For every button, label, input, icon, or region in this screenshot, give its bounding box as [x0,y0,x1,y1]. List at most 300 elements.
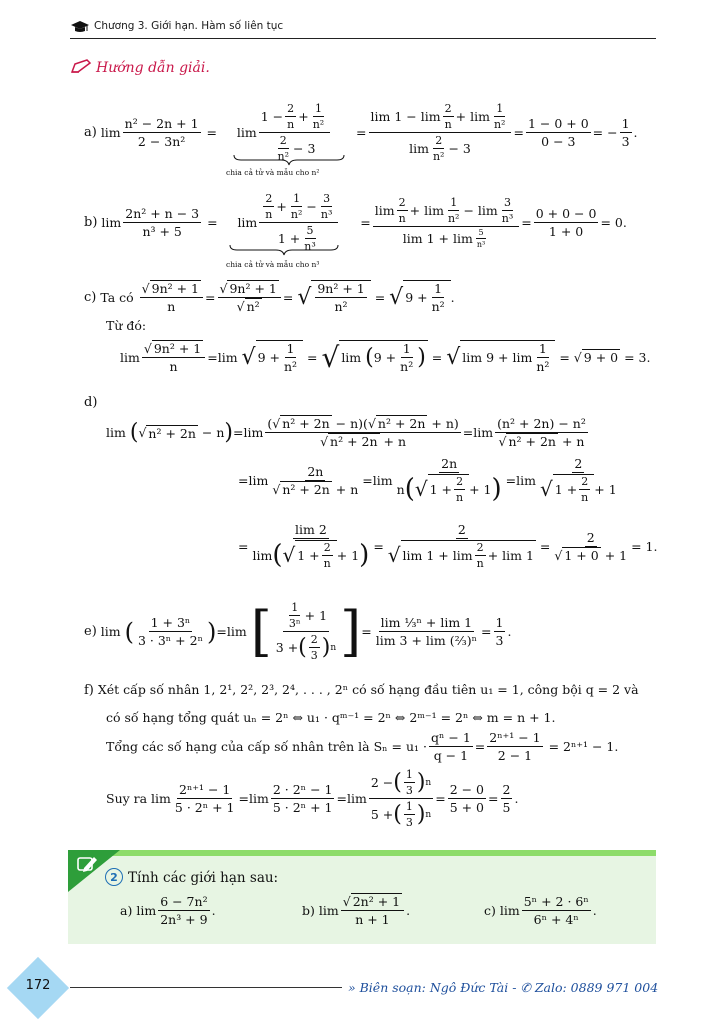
d: n² [536,359,550,374]
den: √ 1 + 0 + 1 [554,547,628,563]
t: 9 + [257,350,280,365]
f [475,541,486,570]
f [263,192,274,221]
num: 2n² + n − 3 [125,206,200,221]
solution-a: a) lim $\frac{\text{n² − 2n + 1}}{\text{2 − 3n²}}$ = lim 1 − $\frac{2}{n}$ + $\frac{1}{\text{n²}}$ $\frac{2}{\text{n²}}$ − 3 = lim 1 − lim $\frac{2}{n}$ + lim $\frac{1}{\text{n²}}$ lim $\frac{2}{\text{n²}}$ − 3 = $\frac{1 - 0 + 0}{0 - 3}$ = − $\frac{1}{3}$ . [84,102,638,163]
num [259,102,330,133]
num: 2 [574,456,583,471]
t: lim [473,425,494,440]
solution-f-line2: có số hạng tổng quát uₙ = 2ⁿ ⇔ u₁ · qᵐ⁻¹ = 2ⁿ ⇔ 2ᵐ⁻¹ = 2ⁿ ⇔ m = n + 1. [106,710,556,725]
paren: ( [404,474,415,504]
t: + lim [409,203,444,218]
bracket: ] [340,600,362,663]
d: n² [447,212,460,225]
label-a: a) [84,125,97,140]
num: n² − 2n + 1 [124,116,199,131]
n: 2 [444,102,452,115]
f [501,782,513,815]
sq [256,340,303,374]
chapter-title: Chương 3. Giới hạn. Hàm số liên tục [94,20,284,32]
f [500,196,516,225]
f [265,416,460,449]
paren: ) [321,635,331,660]
n: 1 + 3ⁿ [150,615,191,630]
d: n [287,118,295,131]
den: √ n² + 2n + n [320,434,407,449]
t: + lim [455,109,490,124]
paren: ( [365,345,374,370]
t: + 1 [594,481,617,497]
n: 9n² + 1 [317,281,365,296]
d: n³ [304,240,316,253]
f [173,782,237,815]
d: n² [290,208,303,221]
frac-b-step2 [373,196,520,249]
sqrt: √ [387,543,401,567]
n: 1 [450,196,458,209]
exercise-title: Tính các giới hạn sau: [128,870,279,886]
paren: ( [393,802,402,827]
f [446,196,462,225]
paren: ) [224,420,233,445]
d: n + 1 [355,912,390,927]
n: 2 [310,633,318,646]
d: 6ⁿ + 4ⁿ [533,912,579,927]
t: + n [561,434,585,449]
solution-f-line3: Tổng các số hạng của cấp số nhân trên là Sₙ = u₁ · $\frac{\text{qⁿ − 1}}{q - 1}$ = $\frac{\text{2ⁿ⁺¹ − 1}}{2 - 1}$ = 2ⁿ⁺¹ − 1. [106,730,619,763]
n: 2 [279,134,287,147]
t: − lim [463,203,498,218]
t: + n [335,481,359,497]
num: 2n [441,456,458,471]
underbrace-b [229,244,339,256]
f [289,192,305,221]
d: 3 [405,816,413,829]
den [274,632,338,662]
tu-do: Từ đó: [106,318,147,333]
n: 2 [435,134,443,147]
d: n³ [501,212,514,225]
t: lim 1 + lim [402,548,473,563]
solution-d-line2: = lim $\frac{2n}{\text{√ n² + 2n + n}}$ = lim 2n n ( √ 1 + $\frac{2}{n}$ + 1 ) = lim 2 √ 1 + $\frac{2}{n}$ + 1 [238,456,617,504]
den [250,539,371,570]
d: 5 + 0 [449,800,485,815]
d: n² [400,359,414,374]
t: 5 + [370,807,394,822]
t: lim 1 − lim [370,109,441,124]
f [495,416,588,449]
sqrt: √ [282,543,296,567]
paren: ( [124,617,134,646]
t: 1 + [297,548,320,563]
t: + [276,199,287,214]
d: n [581,491,589,504]
num: √ 9n² + 1 [218,281,281,298]
t: ( [267,416,273,431]
t: + lim 1 [487,548,534,563]
den [401,227,491,249]
t: lim [243,425,264,440]
f [319,192,335,221]
f [538,456,619,504]
f [404,800,415,829]
t: Tổng các số hạng của cấp số nhân trên là Sₙ = u₁ · [106,739,427,754]
n: 2ⁿ⁺¹ − 1 [489,730,541,745]
sqrt: √ [241,344,256,370]
t: 2 − [370,775,394,790]
f [522,894,591,927]
den: n³ + 5 [142,224,182,239]
bracket: [ [250,600,272,663]
solution-d-line3: = lim 2 lim ( √ 1 + $\frac{2}{n}$ + 1 ) = 2 √ lim 1 + lim $\frac{2}{n}$ + lim 1 = $\frac{2}{√ 1 + 0 + 1}$ = 1. [238,522,658,570]
d: n² [334,299,348,314]
lim-text: lim [100,125,121,140]
sq: 9 + 0 [583,350,619,365]
n: 2 [265,192,273,205]
n: lim ⅓ⁿ + lim 1 [380,615,473,630]
t: − [306,199,317,214]
lim-text: lim [236,125,257,140]
sq [311,280,370,314]
d: n² [431,299,445,314]
t: + n [383,434,407,449]
d: lim 3 + lim (⅔)ⁿ [375,633,478,648]
t: Xét cấp số nhân 1, 2¹, 2², 2³, 2⁴, . . . , 2ⁿ có số hạng đầu tiên u₁ = 1, công bội q = 2 và [97,682,639,697]
sq: 2n² + 1 [352,894,401,909]
num: 1 − 0 + 0 [527,116,589,131]
paren: ( [393,770,402,795]
sq: 9n² + 1 [229,280,277,296]
lim-text: lim [101,215,122,230]
num: √ 9n² + 1 [140,281,203,298]
exp: n [330,642,337,653]
n: 1 [405,800,413,813]
t: 1 − [260,109,284,124]
f [475,228,487,249]
t: + [298,109,309,124]
n: 1 [402,341,411,356]
sqrt: √ [540,477,553,501]
f [285,102,296,131]
f [250,522,371,570]
den: √ n² + 2n + n [498,434,585,449]
num: 2n [307,463,324,479]
n: 5ⁿ + 2 · 6ⁿ [523,894,589,909]
f [374,615,479,648]
n: 1 [405,768,413,781]
sq [428,474,470,504]
num [369,768,433,799]
sq: 9n² + 1 [153,340,202,356]
t: + 1 [336,547,360,563]
sq [553,474,595,504]
num: √ 9n² + 1 [142,341,205,358]
result: = 1. [631,538,658,554]
f [341,894,404,927]
n: 6 − 7n² [160,894,208,909]
num [259,192,338,223]
num [369,102,512,133]
n: √ 2n² + 1 [341,894,404,911]
solution-f-line4: Suy ra lim $\frac{\text{2ⁿ⁺¹ − 1}}{\text{5 · 2ⁿ + 1}}$ = lim $\frac{\text{2 · 2ⁿ − 1}}{\text{5 · 2ⁿ + 1}}$ = lim 2 − ( $\frac{1}{3}$ ) n 5 + ( $\frac{1}{3}$ ) n = $\frac{2 - 0}{5 + 0}$ = $\frac{2}{5}$ . [106,768,519,829]
frac-a-orig [123,116,201,149]
num: 0 + 0 − 0 [535,206,597,221]
f [454,475,465,504]
t: lim [217,349,238,365]
t: 9 + [373,350,397,365]
n: 1 [496,102,504,115]
n: 1 [286,341,295,356]
solution-d-line1: lim ( √ n² + 2n − n ) = lim $\frac{\text{(√ n² + 2n − n)(√ n² + 2n + n)}}{\text{√ n² + 2n + n}}$ = lim $\frac{\text{(n² + 2n) − n²}}{\text{√ n² + 2n + n}}$ [106,416,586,449]
d: 5 · 2ⁿ + 1 [272,800,333,815]
exercise-item-a: a) lim $\frac{\text{6 − 7n²}}{\text{2n³ + 9}}$ . [120,894,216,927]
n: 1 [538,341,547,356]
f [398,341,415,374]
page-number: 172 [25,978,51,993]
t: − n [201,425,225,440]
sq: n² + 2n [148,425,196,441]
paren: ( [298,635,307,660]
t: c) [484,903,496,918]
n: 2 [287,102,295,115]
t: − 3 [448,141,471,156]
exercise-number-badge: 2 [105,868,123,886]
n: 1 [293,192,301,205]
d: n² [283,359,298,374]
t: + 1 [469,481,492,497]
den: 2 − 3n² [137,134,186,149]
frac-b-orig [123,206,201,239]
den [407,133,473,163]
n: 1 [314,102,322,115]
paren: ) [416,802,426,827]
f [443,102,454,131]
den: 0 − 3 [541,134,576,149]
num: (n² + 2n) − n² [497,416,586,431]
result: = 3. [624,349,651,365]
result: = 0. [600,215,627,230]
t: lim [374,203,395,218]
d: n³ [320,208,333,221]
sq [460,340,555,374]
n: 2 [502,782,511,797]
f [287,601,303,630]
solution-e: e) lim ( $\frac{\text{1 + 3ⁿ}}{\text{3 · 3ⁿ + 2ⁿ}}$ ) = lim [ $\frac{1}{\text{3ⁿ}}$ + 1 3 + ( $\frac{2}{3}$ ) n ] = $\frac{\text{lim ⅓ⁿ + lim 1}}{\text{lim 3 + lim (⅔)ⁿ}}$ = $\frac{1}{3}$ . [84,600,512,663]
sq: n² + 2n [282,481,330,497]
paren: ) [491,474,502,504]
t: n [396,481,405,497]
t: lim [341,350,362,365]
f [430,281,447,314]
t: lim 9 + lim [462,350,533,365]
n: 1 [495,615,504,630]
sqrt: √ [414,477,428,501]
f [552,530,629,563]
solution-c-line1: c) Ta có $\frac{\text{√ 9n² + 1}}{n}$ = $\frac{\text{√ 9n² + 1}}{\text{√ n²}}$ = √ $\frac{\text{9n² + 1}}{\text{n²}}$ = √ 9 + $\frac{1}{\text{n²}}$ . [84,280,455,314]
t: lim [226,624,247,639]
f [429,730,473,763]
d: 3 [310,649,318,662]
f [494,615,506,648]
sq [295,540,337,570]
sq [403,280,450,314]
d: n² [312,118,325,131]
d: n [456,491,464,504]
t: + 1 [604,547,628,563]
footer-rule [70,987,342,988]
frac-a-result [620,116,632,149]
f [158,894,209,927]
t: lim [252,547,273,563]
num [283,601,329,632]
n: 2 [398,196,406,209]
den: √ n² [236,298,260,314]
t: lim [120,349,140,365]
f [218,281,281,314]
t: lim [499,903,520,918]
paren: ) [417,345,426,370]
n: qⁿ − 1 [430,730,471,745]
den [369,799,433,829]
d: q − 1 [433,748,469,763]
den: 3 [621,134,630,149]
t: lim [249,791,269,806]
t: lim 1 + lim [402,231,473,246]
sq: n² [246,298,260,314]
d: 5 · 2ⁿ + 1 [174,800,235,815]
num: lim 2 [295,522,327,537]
t: lim [516,472,537,488]
f [274,601,338,662]
t: 3 + [275,640,299,655]
f [431,134,447,163]
f [395,456,504,504]
sq: n² + 2n [377,416,426,431]
t: 9 + [405,290,428,305]
f [322,541,333,570]
d: n³ [476,240,486,249]
d: 5 [502,800,511,815]
paren: ) [416,770,426,795]
sq [401,540,536,570]
f [270,464,360,497]
sq: n² + 2n [508,434,556,449]
t: − n)( [335,416,368,431]
t: 1 + [554,482,578,497]
den [395,473,504,504]
num [373,196,520,227]
n: 5 [306,224,314,237]
f [315,281,366,314]
exercise-item-b: b) lim $\frac{\text{√ 2n² + 1}}{n + 1}$ . [302,894,411,927]
label-e: e) [84,624,97,639]
label-d: d) [84,395,98,410]
f [492,102,508,131]
n: 2 [456,475,464,488]
n: 2 [323,541,331,554]
t: − 3 [293,141,316,156]
paren: ) [206,617,217,646]
exp: n [425,777,432,788]
f [487,730,542,763]
sq: n² + 2n [330,434,378,449]
t: = 2ⁿ⁺¹ − 1. [548,739,619,754]
t: Suy ra lim [106,791,171,806]
pencil-icon [70,58,92,74]
label-f: f) [84,683,94,698]
f [140,281,203,314]
brace-note-b: chia cả tử và mẫu cho n³ [226,260,320,269]
sq: n² + 2n [282,416,330,431]
num: (√ n² + 2n − n)(√ n² + 2n + n) [267,416,459,431]
t: 1 + [277,231,301,246]
sqrt: √ [297,284,312,310]
den: n [169,358,178,374]
t: + 1 [304,608,328,623]
n: 2 − 0 [449,782,485,797]
solution-f-line1 [84,682,639,698]
result: = − [592,125,618,140]
sq: 1 + 0 [564,547,599,563]
sqrt: √ [321,340,340,374]
t: b) [302,903,315,918]
n: 2 [581,475,589,488]
f [448,782,486,815]
den: n [167,298,176,314]
t: lim [248,472,269,488]
f [404,768,415,797]
f [534,341,551,374]
exercise-item-c: c) lim $\frac{\text{5ⁿ + 2 · 6ⁿ}}{\text{6ⁿ + 4ⁿ}}$ . [484,894,597,927]
t: lim [106,425,126,440]
paren: ( [129,420,139,445]
t: + n) [431,416,459,431]
f [579,475,590,504]
sqrt: √ [389,284,404,310]
solution-b: b) lim $\frac{\text{2n² + n − 3}}{\text{n³ + 5}}$ = lim $\frac{2}{n}$ + $\frac{1}{\text{n²}}$ − $\frac{3}{\text{n³}}$ 1 + $\frac{5}{\text{n³}}$ = lim $\frac{2}{n}$ + lim $\frac{1}{\text{n²}}$ − lim $\frac{3}{\text{n³}}$ lim 1 + lim $\frac{5}{\text{n³}}$ = $\frac{0 + 0 - 0}{1 + 0}$ = 0. [84,192,627,253]
n: 3 [323,192,331,205]
t: lim [136,903,157,918]
num: 2 [457,522,466,537]
den [538,473,619,504]
f [311,102,327,131]
frac-a-step2 [369,102,512,163]
n: 2 [476,541,484,554]
t: lim [346,791,367,806]
d: n [265,208,273,221]
underbrace-a [233,154,345,166]
f [309,633,320,662]
n: 1 [291,601,299,614]
f [386,522,538,570]
f [136,615,205,648]
den: 1 + 0 [548,224,584,239]
t: Ta có [100,289,134,305]
frac-a-step3 [526,116,591,149]
n: 2 · 2ⁿ − 1 [272,782,333,797]
d: n² [432,150,445,163]
footer-credit: » Biên soạn: Ngô Đức Tài - ✆ Zalo: 0889 971 004 [348,980,659,995]
n: 3 [504,196,511,209]
d: 3 [495,633,504,648]
num: 2 [586,529,595,545]
t: lim [372,472,393,488]
d: n [398,212,406,225]
label-b: b) [84,215,98,230]
f [271,782,335,815]
num: 1 [621,116,630,131]
d: n [476,557,484,570]
